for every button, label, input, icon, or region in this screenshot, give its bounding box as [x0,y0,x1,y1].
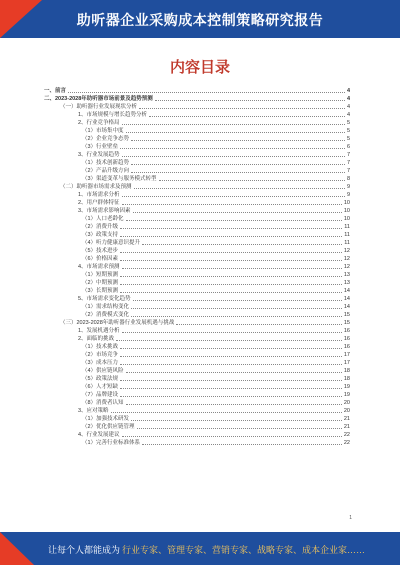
toc-entry[interactable] [44,222,350,230]
toc-heading: 内容目录 [169,59,230,76]
toc-entry-page: 5 [346,128,350,134]
toc-entry-label: （1）技术创新趋势 [82,160,130,166]
toc-leader-dots [126,220,342,221]
toc-entry-page: 20 [343,400,350,406]
toc-entry[interactable] [44,430,350,438]
toc-entry-label: （3）成本压力 [82,360,119,366]
toc-entry-label: （6）价格因素 [82,256,119,262]
toc-leader-dots [68,92,345,93]
toc-entry-label: 3、市场需求影响因素 [78,208,131,214]
toc-leader-dots [133,212,342,213]
toc-leader-dots [137,428,342,429]
toc-entry-label: （2）消费升级 [82,224,119,230]
toc-entry[interactable] [44,302,350,310]
toc-entry[interactable] [44,126,350,134]
toc-entry-label: （8）消费者认知 [82,400,124,406]
toc-entry-page: 12 [343,264,350,270]
toc-entry-page: 18 [343,376,350,382]
toc-leader-dots [111,412,342,413]
toc-entry[interactable] [44,142,350,150]
toc-leader-dots [120,348,342,349]
toc-entry[interactable] [44,278,350,286]
toc-entry-page: 11 [344,240,350,246]
toc-leader-dots [120,236,342,237]
toc-entry[interactable] [44,270,350,278]
toc-leader-dots [122,268,342,269]
toc-entry-label: （3）政策支持 [82,232,119,238]
toc-entry[interactable] [44,398,350,406]
toc-leader-dots [120,148,345,149]
toc-leader-dots [149,116,345,117]
toc-entry-label: （2）中期预测 [82,280,119,286]
toc-entry-page: 14 [343,304,350,310]
toc-entry-page: 7 [346,160,350,166]
toc-entry-label: （6）人才短缺 [82,384,119,390]
toc-entry-label: （2）产品升级方向 [82,168,130,174]
toc-leader-dots [122,332,342,333]
toc-entry-label: 1、市场规模与增长趋势分析 [78,112,148,118]
toc-entry-label: （1）人口老龄化 [82,216,124,222]
toc-entry-label: （7）品牌建设 [82,392,119,398]
page-number: 1 [349,515,352,521]
toc-entry-label: （1）完善行业标准体系 [82,440,141,446]
toc-entry[interactable] [44,246,350,254]
toc-entry-page: 19 [343,384,350,390]
toc-entry-label: （4）供应链风险 [82,368,124,374]
toc-entry-page: 21 [343,424,350,430]
toc-leader-dots [131,140,345,141]
toc-entry[interactable] [44,230,350,238]
toc-entry-page: 10 [343,200,350,206]
toc-leader-dots [133,300,342,301]
toc-entry[interactable] [44,438,350,446]
toc-entry-page: 4 [346,104,350,110]
toc-leader-dots [131,172,345,173]
toc-leader-dots [176,324,342,325]
toc-leader-dots [131,420,342,421]
toc-entry[interactable] [44,102,350,110]
toc-leader-dots [120,396,342,397]
toc-entry-page: 15 [343,312,350,318]
toc-entry-page: 4 [346,96,350,102]
toc-leader-dots [122,436,342,437]
toc-entry-label: （3）行业壁垒 [82,144,119,150]
toc-entry-page: 17 [343,360,350,366]
toc-entry[interactable] [44,166,350,174]
toc-entry-label: 2、行业竞争格局 [78,120,120,126]
toc-entry[interactable] [44,286,350,294]
toc-entry-page: 16 [343,344,350,350]
toc-entry[interactable] [44,118,350,126]
toc-entry-label: 一、前言 [44,88,67,94]
toc-leader-dots [120,388,342,389]
toc-entry[interactable] [44,158,350,166]
toc-entry[interactable] [44,310,350,318]
toc-leader-dots [120,380,342,381]
toc-entry[interactable] [44,350,350,358]
toc-entry[interactable] [44,390,350,398]
toc-entry-page: 12 [343,248,350,254]
toc-entry-label: （5）政策法规 [82,376,119,382]
toc-entry-label: （2）消费模式变化 [82,312,130,318]
toc-entry-page: 22 [343,432,350,438]
toc-leader-dots [126,132,345,133]
toc-entry-page: 5 [346,136,350,142]
toc-entry-page: 10 [343,216,350,222]
toc-entry-page: 7 [346,152,350,158]
toc-entry-label: 1、市场需求分析 [78,192,120,198]
toc-entry-page: 18 [343,368,350,374]
toc-leader-dots [120,252,342,253]
toc-leader-dots [120,276,342,277]
toc-entry-page: 5 [346,120,350,126]
toc-entry-label: 2、面临的挑战 [78,336,115,342]
toc-entry-label: 3、应对策略 [78,408,109,414]
toc-leader-dots [131,308,342,309]
toc-entry-page: 4 [346,112,350,118]
header-bar [0,0,400,38]
footer-bar [0,532,400,565]
toc-entry-label: （3）渠道变革与服务模式转型 [82,176,157,182]
toc-entry-label: （4）听力健康意识提升 [82,240,141,246]
toc-entry[interactable] [44,406,350,414]
toc-entry-page: 7 [346,168,350,174]
toc-entry-label: 4、行业发展建议 [78,432,120,438]
toc-entry-label: 1、发展机遇分析 [78,328,120,334]
toc-leader-dots [142,244,342,245]
toc-entry[interactable] [44,374,350,382]
toc-entry[interactable] [44,334,350,342]
toc-entry[interactable] [44,94,350,102]
toc-entry-label: 5、市场需求变化趋势 [78,296,131,302]
toc-leader-dots [131,164,345,165]
toc-leader-dots [122,124,345,125]
footer-slogan: 让每个人都能成为 [48,545,121,555]
toc-entry-label: （3）长期预测 [82,288,119,294]
table-of-contents [44,86,350,446]
toc-leader-dots [120,260,342,261]
toc-leader-dots [122,156,345,157]
toc-leader-dots [134,188,345,189]
toc-entry[interactable] [44,190,350,198]
toc-entry[interactable] [44,174,350,182]
toc-entry-label: （5）技术进步 [82,248,119,254]
toc-entry-page: 16 [343,336,350,342]
toc-entry-label: 二、2023-2028年助听器市场前景及趋势预测 [44,96,153,102]
toc-leader-dots [120,364,342,365]
toc-entry-label: （2）优化供应链管理 [82,424,135,430]
toc-leader-dots [155,100,345,101]
toc-entry[interactable] [44,342,350,350]
toc-leader-dots [159,180,345,181]
toc-entry[interactable] [44,262,350,270]
toc-entry[interactable] [44,326,350,334]
toc-entry[interactable] [44,238,350,246]
toc-entry-label: （一）助听器行业发展现状分析 [60,104,138,110]
toc-entry-label: （1）技术挑战 [82,344,119,350]
toc-leader-dots [120,228,342,229]
toc-entry[interactable] [44,86,350,94]
toc-entry-page: 4 [346,88,350,94]
toc-entry-page: 19 [343,392,350,398]
toc-entry-page: 14 [343,296,350,302]
toc-entry[interactable] [44,414,350,422]
toc-leader-dots [131,316,342,317]
toc-entry-label: （1）需求结构变化 [82,304,130,310]
toc-entry-page: 8 [346,176,350,182]
toc-entry-label: （三）2023-2028年助听器行业发展机遇与挑战 [60,320,175,326]
toc-entry[interactable] [44,182,350,190]
toc-entry[interactable] [44,198,350,206]
footer-tagline: 行业专家、管理专家、营销专家、战略专家、成本企业家…… [122,545,366,555]
toc-entry-page: 13 [343,272,350,278]
toc-entry-page: 17 [343,352,350,358]
toc-entry-label: 3、行业发展趋势 [78,152,120,158]
toc-entry-label: （2）市场竞争 [82,352,119,358]
toc-entry-page: 21 [343,416,350,422]
toc-entry-page: 13 [343,280,350,286]
toc-entry[interactable] [44,382,350,390]
toc-leader-dots [126,372,342,373]
toc-entry-page: 11 [344,232,350,238]
toc-leader-dots [122,204,342,205]
toc-entry[interactable] [44,358,350,366]
toc-entry-page: 6 [346,144,350,150]
toc-leader-dots [116,340,342,341]
toc-entry[interactable] [44,318,350,326]
toc-entry[interactable] [44,366,350,374]
toc-entry[interactable] [44,134,350,142]
toc-leader-dots [122,196,345,197]
toc-entry[interactable] [44,294,350,302]
toc-entry[interactable] [44,422,350,430]
toc-leader-dots [120,284,342,285]
toc-entry[interactable] [44,150,350,158]
toc-entry-page: 9 [346,184,350,190]
toc-entry-page: 10 [343,208,350,214]
toc-entry[interactable] [44,214,350,222]
toc-leader-dots [120,356,342,357]
toc-entry[interactable] [44,206,350,214]
toc-entry-label: （1）加强技术研发 [82,416,130,422]
toc-entry-page: 12 [343,256,350,262]
toc-entry-page: 11 [344,224,350,230]
toc-entry-page: 20 [343,408,350,414]
toc-entry-label: 2、用户群体特征 [78,200,120,206]
toc-entry-page: 9 [346,192,350,198]
toc-entry-label: （1）市场集中度 [82,128,124,134]
toc-entry-page: 15 [343,320,350,326]
toc-leader-dots [120,292,342,293]
footer-corner-decoration [0,532,34,565]
toc-entry[interactable] [44,254,350,262]
toc-entry-label: 4、市场需求预测 [78,264,120,270]
toc-entry-label: （2）企业竞争态势 [82,136,130,142]
toc-entry-label: （二）助听器市场需求及预测 [60,184,132,190]
toc-leader-dots [126,404,342,405]
toc-entry[interactable] [44,110,350,118]
toc-entry-page: 22 [343,440,350,446]
toc-entry-label: （1）短期预测 [82,272,119,278]
report-title: 助听器企业采购成本控制策略研究报告 [76,12,324,28]
toc-entry-page: 14 [343,288,350,294]
toc-leader-dots [139,108,345,109]
toc-entry-page: 16 [343,328,350,334]
toc-leader-dots [142,444,342,445]
